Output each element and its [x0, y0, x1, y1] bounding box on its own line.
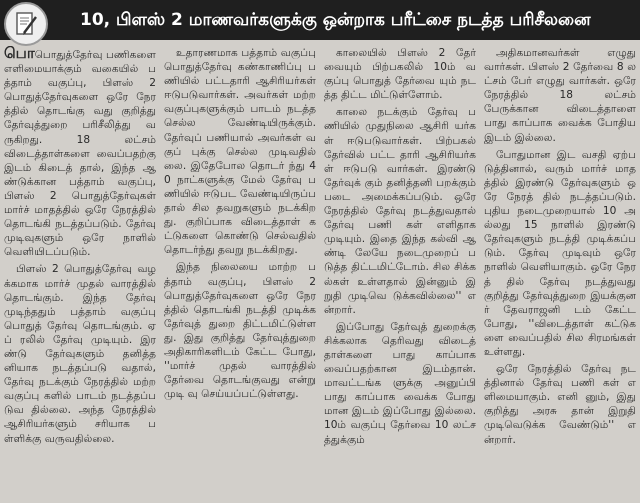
- article-column-1: [4, 46, 156, 501]
- article-paragraph: இப்போது தேர்வுத் துறைக்கு சிக்கலாக தெரிவது விடைத் தாள்களை பாது காப்பாக வைப்பதற்கான இடம்தான். மாவட்டங்க ளுக்கு அனுப்பி பாது காப்பாக வைக்க போது மான இடம் இப்போது இல்லை. 10ம் வகுப்பு தேர்வை 10 லட்சத்துக்கும்: [324, 320, 476, 446]
- article-column-3: [324, 46, 476, 501]
- document-pen-icon: [11, 9, 41, 39]
- article-paragraph: ஒரே நேரத்தில் தேர்வு நடத்தினால் தேர்வு பணி கள் எளிமையாகும். எனி னும், இது குறித்து அரசு தான் இறுதி முடிவெடுக்க வேண்டும்'' என்றார்.: [484, 363, 636, 446]
- article-body: [4, 46, 636, 501]
- article-paragraph: காலை நடக்கும் தேர்வு பணியில் முதுநிலை ஆசிரி யர்கள் ஈடுபடுவார்கள். பிற்பகல் தேர்வில் பட்ட தாரி ஆசிரியர்கள் ஈடுபடு வார்கள். இரண்டு தேர்வுக் கும் தனித்தனி பறக்கும் படை அமைக்கப்படும். ஒரே நேரத்தில் தேர்வு நடத்துவதால் தேர்வு பணி கள் எளிதாக முடியும். இதை இந்த கல்வி ஆண்டி லேயே நடைமுறைப் படுத்த திட்டமிட்டோம். சில சிக்கல்கள் உள்ளதால் இன்னும் இறுதி முடிவெ டுக்கவில்லை'' என்றார்.: [324, 106, 476, 316]
- article-paragraph: காலையில் பிளஸ் 2 தேர் வையும் பிற்பகலில் 10ம் வகுப்பு பொதுத் தேர்வை யும் நடத்த திட்ட மிட்டுள்ளோம்.: [324, 47, 476, 102]
- headline-bar: [0, 0, 640, 40]
- newspaper-seal-icon: [4, 2, 48, 46]
- headline: 10, பிளஸ் 2 மாணவர்களுக்கு ஒன்றாக பரீட்சை நடத்த பரிசீலனை: [80, 10, 591, 30]
- article-paragraph: இந்த நிலையை மாற்ற பத்தாம் வகுப்பு, பிளஸ் 2 பொதுத்தேர்வுகளை ஒரே நேரத்தில் தொடங்கி நடத்தி முடிக்க தேர்வுத் துறை திட்டமிட்டுள்ளது. இது குறித்து தேர்வுத்துறை அதிகாரிகளிடம் கேட்ட போது, ''மார்ச் முதல் வாரத்தில் தேர்வை தொடங்குவது என்று முடி வு செய்யப்பட்டுள்ளது.: [164, 261, 316, 401]
- article-paragraph: போதுமான இட வசதி ஏற்படுத்தினால், வரும் மார்ச் மாதத்தில் இரண்டு தேர்வுகளும் ஒரே நேரத் தில் நடத்தப்படும். புதிய நடைமுறையால் 10 அல்லது 15 நாளில் இரண்டு தேர்வுகளும் நடத்தி முடிக்கப்படும். தேர்வு முடிவும் ஒரே நாளில் வெளியாகும். ஒரே நேரத் தில் தேர்வு நடத்துவது குறித்து தேர்வுத்துறை இயக்குனர் தேவராஜனி டம் கேட்டபோது, ''விடைத்தாள் கட்டுகளை வைப்பதில் சில சிரமங்கள் உள்ளது.: [484, 148, 636, 358]
- article-paragraph: பிளஸ் 2 பொதுத்தேர்வு வழக்கமாக மார்ச் முதல் வாரத்தில் தொடங்கும். இந்த தேர்வு முடிந்ததும் பத்தாம் வகுப்பு பொதுத் தேர்வு தொடங்கும். ஏப் ரலில் தேர்வு முடியும். இரண்டு தேர்வுகளும் தனித்தனியாக நடத்தப்படு வதால், தேர்வு நடக்கும் நேரத்தில் மற்ற வகுப்பு களில் பாடம் நடத்தப்படுவ தில்லை. அந்த நேரத்தில் ஆசிரியர்களும் சரியாக பள்ளிக்கு வருவதில்லை.: [4, 263, 156, 445]
- article-paragraph: உதாரணமாக பத்தாம் வகுப்பு பொதுத்தேர்வு கண்காணிப்பு பணியில் பட்டதாரி ஆசிரியர்கள் ஈடுபடுவார்கள். அவர்கள் மற்ற வகுப்புகளுக்கும் பாடம் நடத்த செல்ல வேண்டியிருக்கும். தேர்வுப் பணியால் அவர்கள் வகுப் புக்கு செல்ல முடிவதில் லை. இதேபோல தொடர் ந்து 40 நாட்களுக்கு மேல் தேர்வு பணியில் ஈடுபட வேண்டியிருப்பதால் சில தவறுகளும் நடக்கிறது. குறிப்பாக விடைத்தாள் கட்டுகளை கொண்டு செல்வதில் தொடர்ந்து தவறு நடக்கிறது.: [164, 47, 316, 257]
- article-paragraph: அதிகமானவர்கள் எழுது வார்கள். பிளஸ் 2 தேர்வை 8 லட்சம் பேர் எழுது வார்கள். ஒரே நேரத்தில் 18 லட்சம் பேருக்கான விடைத்தாளை பாது காப்பாக வைக்க போதிய இடம் இல்லை.: [484, 47, 636, 144]
- article-paragraph: [4, 46, 156, 259]
- article-paragraph-text: பொதுத்தேர்வு பணிகளை எளிமையாக்கும் வகையில் பத்தாம் வகுப்பு, பிளஸ் 2 பொதுத்தேர்வுகளை ஒரே நேரத்தில் தொடங்கு வது குறித்து தேர்வுத்துறை பரிசீலித்து வருகிறது. 18 லட்சம் விடைத்தாள்களை வைப்பதற்கு இடம் கிடைத் தால், இந்த ஆண்டுக்கான பத்தாம் வகுப்பு, பிளஸ் 2 பொதுத்தேர்வுகள் மார்ச் மாதத்தில் ஒரே நேரத்தில் தொடங்கி நடத்தப்படும். தேர்வு முடிவுகளும் ஒரே நாளில் வெளியிடப்படும்.: [4, 49, 156, 259]
- article-column-2: [164, 46, 316, 501]
- article-column-4: [484, 46, 636, 501]
- drop-cap: பொ: [4, 46, 35, 62]
